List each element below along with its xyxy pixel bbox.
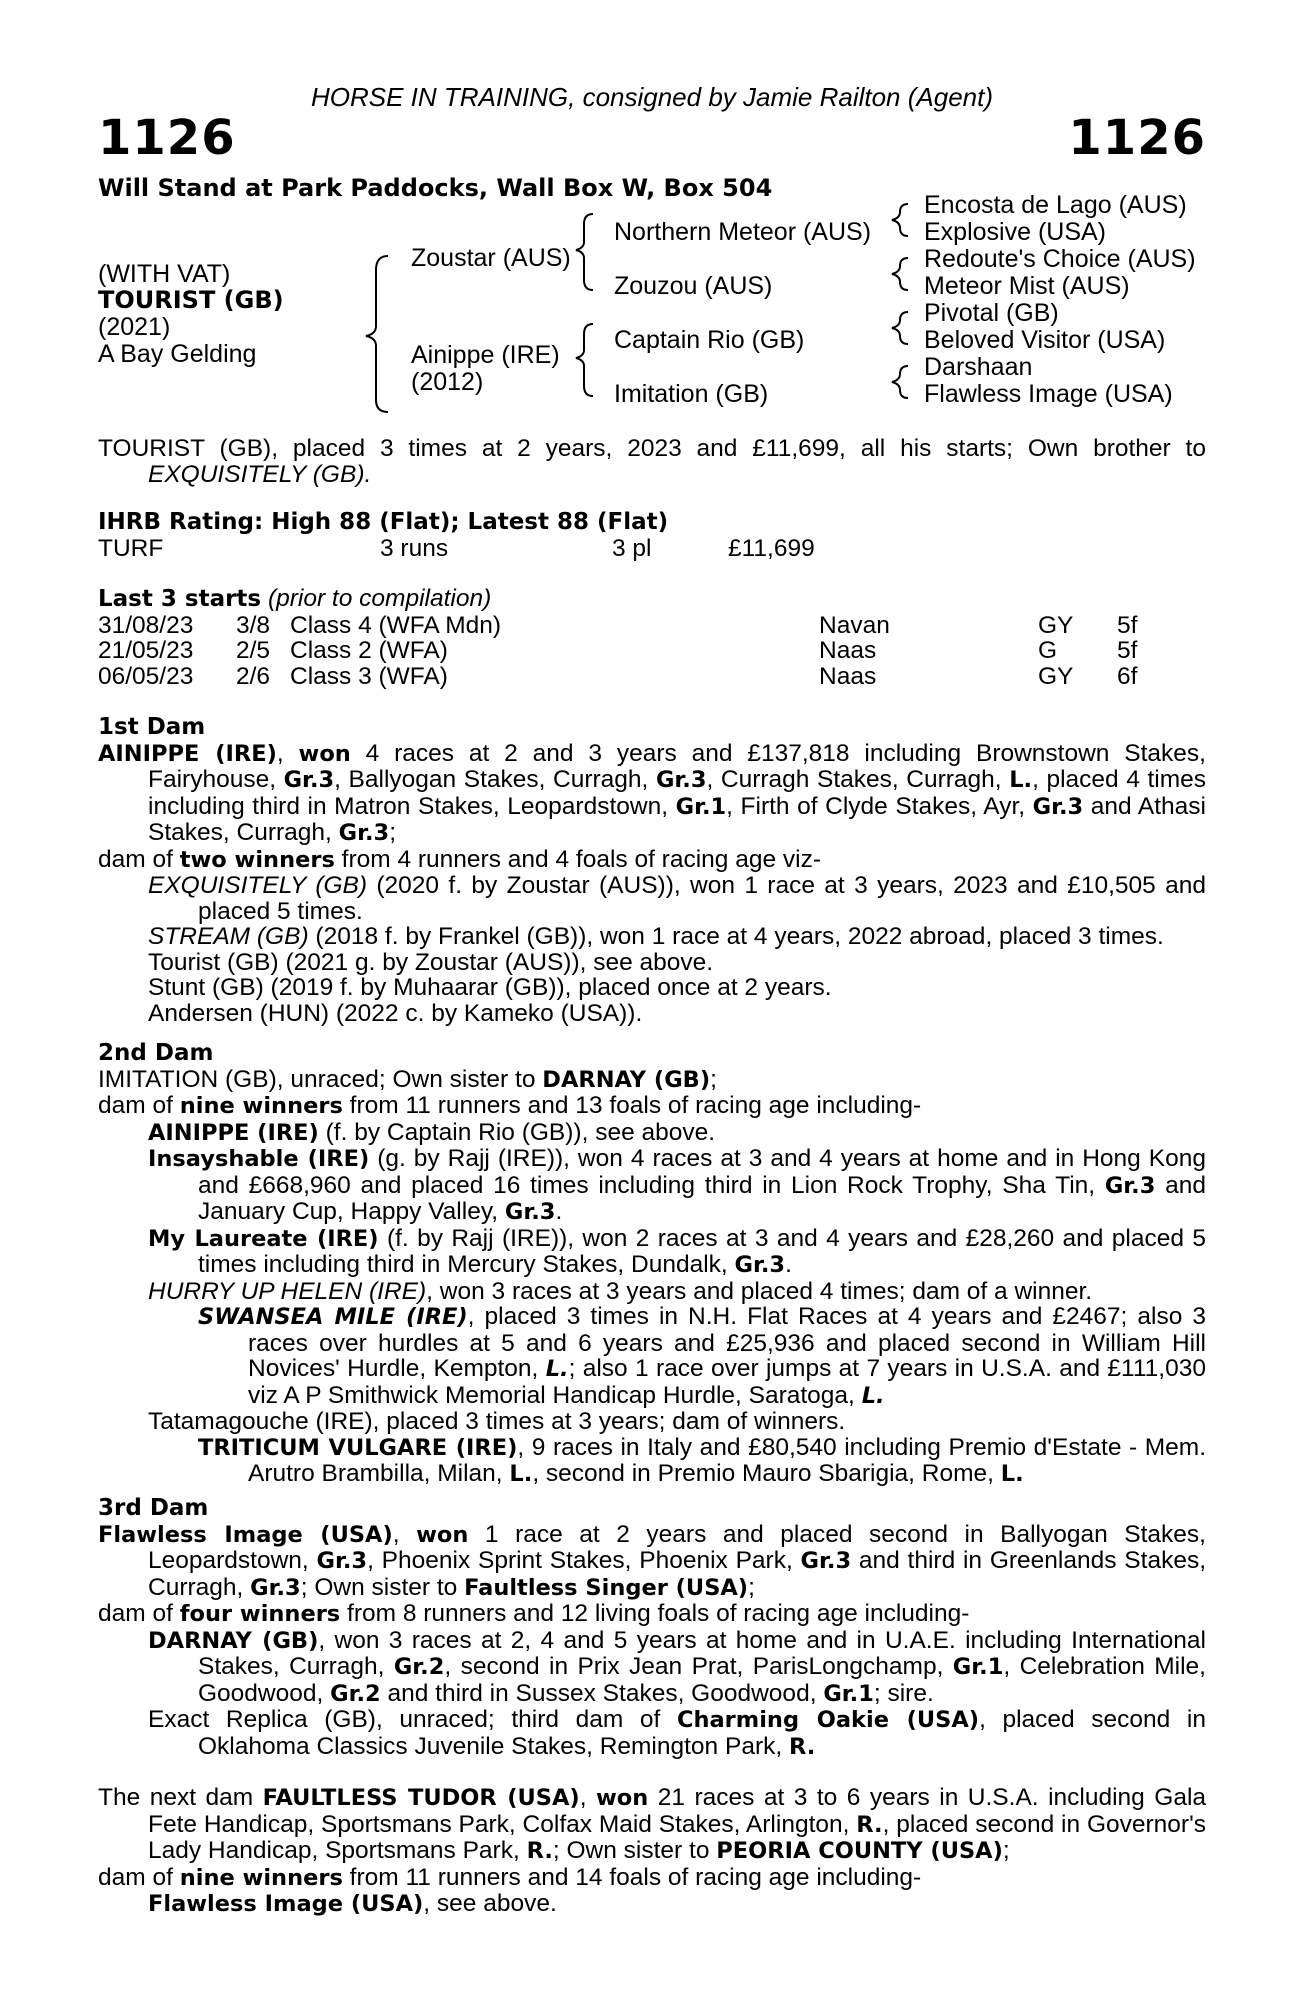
start-going: G (1038, 637, 1058, 664)
third-dam-block (98, 1496, 1206, 1760)
summary-block (98, 436, 1206, 487)
produce-item: AINIPPE (IRE) (f. by Captain Rio (GB)), see above. (148, 1118, 716, 1146)
start-date: 21/05/23 (98, 637, 194, 664)
rating-surface: TURF (98, 534, 164, 562)
start-pos: 2/5 (236, 637, 271, 664)
second-dam-produce-intro: dam of nine winners from 11 runners and 13 foals of racing age including- (98, 1092, 922, 1119)
start-pos: 3/8 (236, 611, 271, 639)
dam-year: (2012) (411, 368, 484, 396)
second-dam-block (98, 1041, 1206, 1488)
sire: Zoustar (AUS) (411, 244, 571, 272)
produce-item: Stunt (GB) (2019 f. by Muhaarar (GB)), placed once at 2 years. (148, 974, 832, 1001)
rating-block (98, 510, 1206, 561)
gg-ddd: Flawless Image (USA) (924, 380, 1173, 408)
start-date: 06/05/23 (98, 662, 194, 690)
lot-number-left: 1126 (98, 110, 236, 166)
produce-item: Andersen (HUN) (2022 c. by Kameko (USA)). (148, 999, 643, 1027)
third-dam-heading: 3rd Dam (98, 1495, 209, 1521)
stand-location: Will Stand at Park Paddocks, Wall Box W, Box 504 (98, 174, 773, 202)
start-course: Naas (819, 662, 877, 690)
next-dam-block (98, 1785, 1206, 1918)
start-course: Naas (819, 637, 877, 664)
summary-brother: EXQUISITELY (GB). (148, 460, 372, 488)
produce-item: Exact Replica (GB), unraced; third dam of Charming Oakie (USA), placed second in Oklahoma Classics Juvenile Stakes, Remington Park, R. (148, 1706, 1207, 1760)
consignor-line: HORSE IN TRAINING, consigned by Jamie Railton (Agent) (310, 82, 994, 112)
start-race: Class 4 (WFA Mdn) (290, 611, 502, 639)
last-starts-block (98, 586, 1206, 689)
start-dist: 6f (1117, 662, 1138, 690)
gg-sdd: Meteor Mist (AUS) (924, 272, 1130, 300)
vat-note: (WITH VAT) (98, 260, 231, 288)
horse-year: (2021) (98, 313, 171, 341)
last-starts-heading: Last 3 starts (98, 586, 262, 612)
summary-text: TOURIST (GB), placed 3 times at 2 years, 2023 and £11,699, all his starts; Own brother to (98, 435, 1206, 462)
start-race: Class 3 (WFA) (290, 662, 448, 690)
start-race: Class 2 (WFA) (290, 637, 448, 664)
rating-earnings: £11,699 (728, 534, 815, 562)
produce-item: Tatamagouche (IRE), placed 3 times at 3 years; dam of winners. (148, 1408, 846, 1435)
third-dam-produce-intro: dam of four winners from 8 runners and 12 living foals of racing age including- (98, 1600, 970, 1627)
rating-heading: IHRB Rating: High 88 (Flat); Latest 88 (Flat) (98, 509, 669, 535)
dam-dam: Imitation (GB) (614, 380, 769, 408)
pedigree-chart (98, 191, 1206, 420)
produce-item: My Laureate (IRE) (f. by Rajj (IRE)), won 2 races at 3 and 4 years and £28,260 and placed 5 times including third in Mercury Stakes, Dundalk, Gr.3. (148, 1224, 1206, 1278)
produce-item: DARNAY (GB), won 3 races at 2, 4 and 5 years at home and in U.A.E. including International Stakes, Curragh, Gr.2, second in Prix Jean Prat, ParisLongchamp, Gr.1, Celebration Mile, Goodwood, Gr.2 and third in Sussex Stakes, Goodwood, Gr.1; sire. (148, 1626, 1206, 1707)
start-date: 31/08/23 (98, 611, 194, 639)
rating-runs: 3 runs (380, 534, 449, 562)
sire-dam: Zouzou (AUS) (614, 272, 773, 300)
gg-ssd: Explosive (USA) (924, 218, 1106, 246)
produce-item: Flawless Image (USA), see above. (148, 1890, 557, 1917)
second-dam-intro: IMITATION (GB), unraced; Own sister to DARNAY (GB); (98, 1065, 717, 1093)
start-row (98, 638, 1206, 664)
sire-sire: Northern Meteor (AUS) (614, 218, 872, 246)
first-dam-heading: 1st Dam (98, 714, 206, 740)
gg-dsd: Beloved Visitor (USA) (924, 326, 1166, 354)
next-dam-record: The next dam FAULTLESS TUDOR (USA), won 21 races at 3 to 6 years in U.S.A. including Gala Fete Handicap, Sportsmans Park, Colfax Maid Stakes, Arlington, R., placed second in Governor's Lady Handicap, Sportsmans Park, R.; Own sister to PEORIA COUNTY (USA); (98, 1784, 1207, 1864)
gg-dds: Darshaan (924, 353, 1033, 381)
produce-item: EXQUISITELY (GB) (2020 f. by Zoustar (AUS)), won 1 race at 3 years, 2023 and £10,505 and placed 5 times. (148, 872, 1207, 925)
start-course: Navan (819, 611, 890, 639)
start-pos: 2/6 (236, 662, 271, 690)
first-dam-produce-intro: dam of two winners from 4 runners and 4 foals of racing age viz- (98, 845, 822, 873)
grand-produce-item: TRITICUM VULGARE (IRE), 9 races in Italy and £80,540 including Premio d'Estate - Mem. Arutro Brambilla, Milan, L., second in Premio Mauro Sbarigia, Rome, L. (198, 1433, 1207, 1487)
catalogue-page (98, 0, 1206, 2000)
rating-row (98, 536, 1206, 562)
start-dist: 5f (1117, 637, 1138, 664)
dam-sire: Captain Rio (GB) (614, 326, 805, 354)
dam: Ainippe (IRE) (411, 341, 560, 369)
third-dam-record: Flawless Image (USA), won 1 race at 2 years and placed second in Ballyogan Stakes, Leopardstown, Gr.3, Phoenix Sprint Stakes, Phoenix Park, Gr.3 and third in Greenlands Stakes, Curragh, Gr.3; Own sister to Faultless Singer (USA); (98, 1520, 1206, 1601)
next-dam-produce-intro: dam of nine winners from 11 runners and 14 foals of racing age including- (98, 1863, 922, 1891)
produce-item: Tourist (GB) (2021 g. by Zoustar (AUS)), see above. (148, 948, 714, 976)
produce-item: STREAM (GB) (2018 f. by Frankel (GB)), won 1 race at 4 years, 2022 abroad, placed 3 times. (148, 923, 1164, 950)
produce-item: HURRY UP HELEN (IRE), won 3 races at 3 years and placed 4 times; dam of a winner. (148, 1277, 1093, 1305)
gg-sds: Redoute's Choice (AUS) (924, 245, 1196, 273)
produce-item: Insayshable (IRE) (g. by Rajj (IRE)), won 4 races at 3 and 4 years at home and in Hong Kong and £668,960 and placed 16 times including third in Lion Rock Trophy, Sha Tin, Gr.3 and January Cup, Happy Valley, Gr.3. (148, 1145, 1206, 1225)
lot-number-right: 1126 (1068, 110, 1206, 166)
gg-dss: Pivotal (GB) (924, 299, 1059, 327)
second-dam-heading: 2nd Dam (98, 1040, 214, 1066)
first-dam-record: AINIPPE (IRE), won 4 races at 2 and 3 years and £137,818 including Brownstown Stakes, Fairyhouse, Gr.3, Ballyogan Stakes, Curragh, Gr.3, Curragh Stakes, Curragh, L., placed 4 times including third in Matron Stakes, Leopardstown, Gr.1, Firth of Clyde Stakes, Ayr, Gr.3 and Athasi Stakes, Curragh, Gr.3; (98, 739, 1206, 846)
start-going: GY (1038, 662, 1074, 690)
start-going: GY (1038, 611, 1074, 639)
start-dist: 5f (1117, 611, 1138, 639)
first-dam-block (98, 715, 1206, 1026)
horse-name: TOURIST (GB) (98, 286, 284, 314)
last-starts-note: (prior to compilation) (267, 585, 492, 612)
horse-description: A Bay Gelding (98, 340, 257, 368)
gg-sss: Encosta de Lago (AUS) (924, 191, 1187, 219)
rating-placed: 3 pl (612, 534, 652, 562)
start-row (98, 664, 1206, 690)
grand-produce-item: SWANSEA MILE (IRE), placed 3 times in N.H. Flat Races at 4 years and £2467; also 3 races over hurdles at 5 and 6 years and £25,936 and placed second in William Hill Novices' Hurdle, Kempton, L.; also 1 race over jumps at 7 years in U.S.A. and £111,030 viz A P Smithwick Memorial Handicap Hurdle, Saratoga, L. (198, 1303, 1206, 1409)
start-row (98, 613, 1206, 639)
